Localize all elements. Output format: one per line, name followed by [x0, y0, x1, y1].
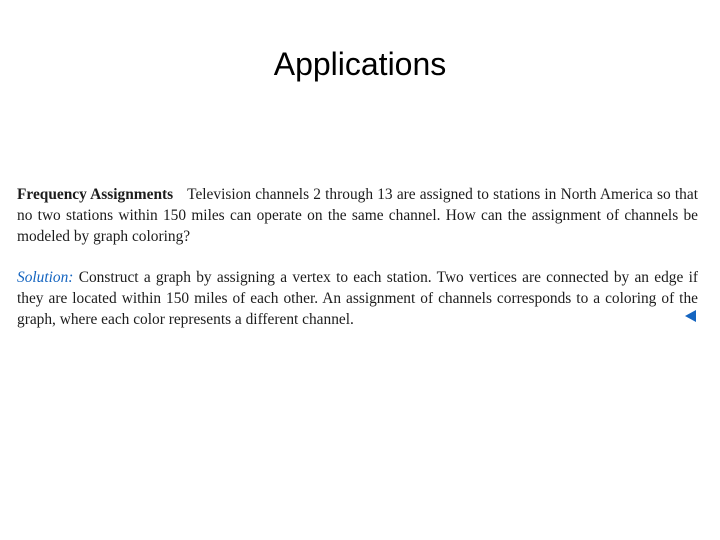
problem-text: Television channels 2 through 13 are assigned to stations in North America so that no two stations within 150 miles can operate on the same channel. How can the assignment of channels be modeled by graph coloring?: [17, 186, 698, 245]
problem-paragraph: [17, 184, 698, 247]
solution-paragraph: [17, 267, 698, 330]
problem-heading: Frequency Assignments: [17, 186, 174, 203]
solution-label: Solution:: [17, 269, 74, 286]
textbook-excerpt: [17, 184, 698, 330]
slide-title: Applications: [273, 46, 447, 82]
solution-text: Construct a graph by assigning a vertex to each station. Two vertices are connected by an edge if they are located within 150 miles of each other. An assignment of channels corresponds to a coloring of the graph, where each color represents a different channel.: [17, 269, 698, 328]
end-of-solution-icon: [685, 310, 696, 322]
